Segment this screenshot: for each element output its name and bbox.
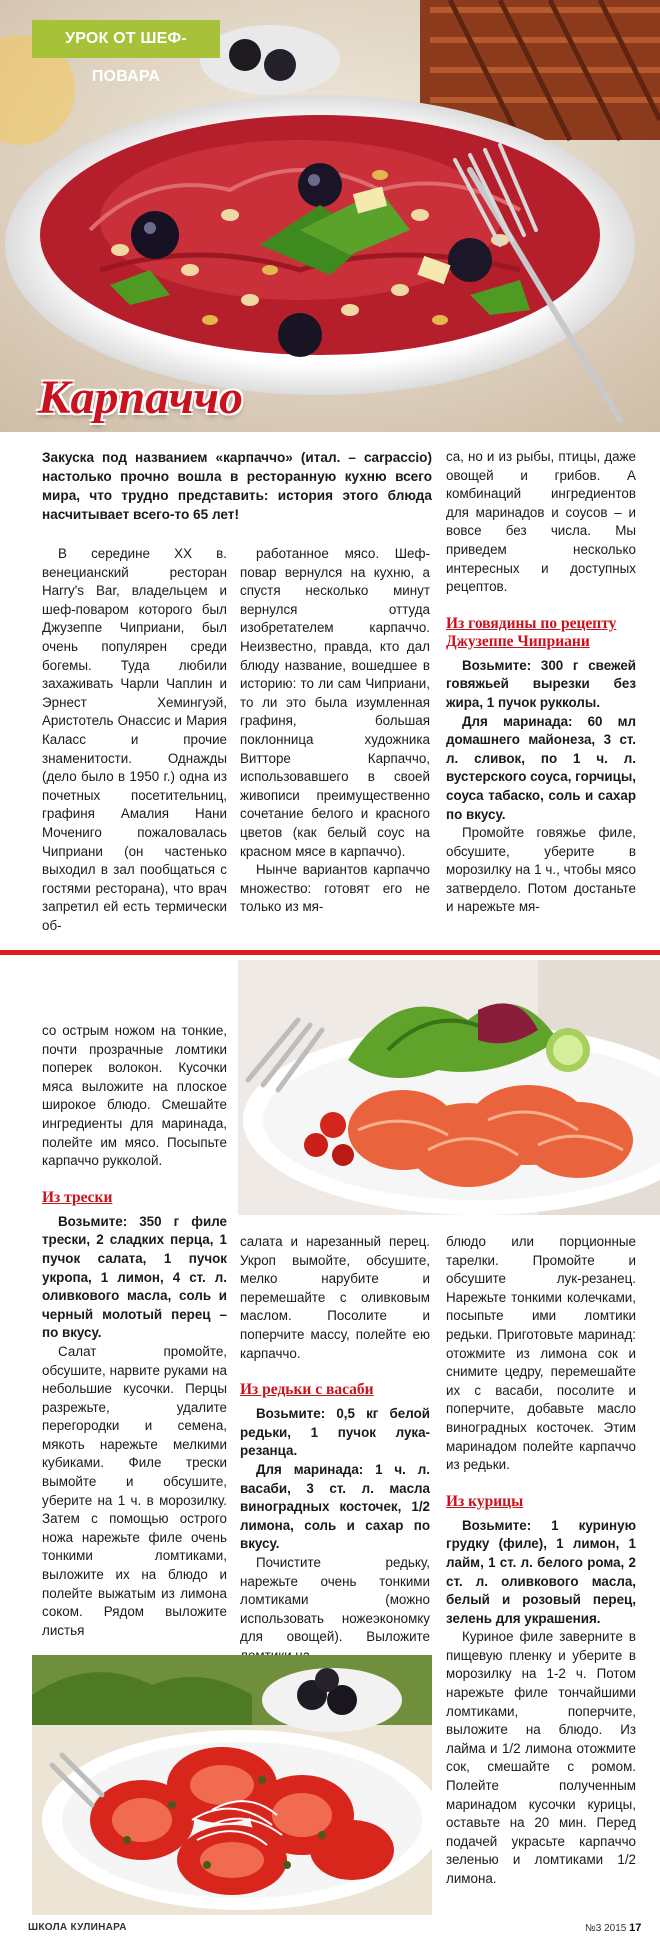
section-divider: [0, 950, 660, 955]
page-number-block: [585, 1922, 641, 1934]
radish-marinade: Для маринада: 1 ч. л. васаби, 3 ст. л. масла виноградных косточек, 1/2 лимона, соль и сахар по вкусу.: [240, 1461, 430, 1552]
recipe-heading-chicken: Из курицы: [446, 1492, 524, 1510]
radish-steps: Почистите редьку, нарежьте очень тонкими ломтиками (можно использовать ножеэкономку для овощей). Выложите: [240, 1554, 430, 1645]
magazine-name: ШКОЛА КУЛИНАРА: [28, 1922, 127, 1933]
section-tag: УРОК ОТ ШЕФ-ПОВАРА: [32, 20, 220, 58]
recipe-heading-beef: Из говядины по рецепту Джузеппе Чиприани: [446, 614, 617, 650]
variants-paragraph: Нынче вариантов карпаччо множество: готовят его не только из мя-: [240, 862, 430, 915]
cod-steps: Салат промойте, обсушите, нарвите руками на небольшие кусочки. Перцы разрежьте, удалите перегородки и семена, мякоть нарежьте мелкими кубиками. Филе трески вымойте и обсушите, уберите на 1 ч. в морозилку. Затем с помощью острого ножа нарежьте филе очень тонкими ломтиками, выложите их на блюдо и полейте выжатым из лимона соком. Рядом выложите листья: [42, 1343, 227, 1638]
recipe-heading-radish: Из редьки с васаби: [240, 1381, 374, 1399]
cod-steps-cont: салата и нарезанный перец. Укроп вымойте, обсушите, мелко нарубите и перемешайте с оливковым маслом. Посолите и поперчите массу, полейте ею карпаччо.: [240, 1234, 430, 1361]
history-paragraph-cont: работанное мясо. Шеф-повар вернулся на кухню, а спустя несколько минут вернулся оттуда изобретателем карпаччо. Неизвестно, правда, кто дал блюду название, вошедшее в историю: то ли сам Чиприани, то ли это была изумленная графиня, большая поклонница художника Витторе Карпаччо, использовавшего в своей живописи преимущественно сочетание белого и красного цветов (как белый соус на красном мясе в карпаччо).: [240, 546, 430, 859]
beef-ingredients: Возьмите: 300 г свежей говяжьей вырезки без жира, 1 пучок рукколы.: [446, 657, 636, 710]
variants-paragraph-cont: са, но и из рыбы, птицы, даже овощей и грибов. А комбинаций ингредиентов для маринадов и соусов – и вовсе без числа. Мы приведем несколько интересных и доступных рецептов.: [446, 449, 636, 595]
top-column-2: [240, 545, 430, 917]
chicken-ingredients: Возьмите: 1 куриную грудку (филе), 1 лимон, 1 лайм, 1 ст. л. белого рома, 2 ст. л. оливкового масла, белый и розовый перец, зелень для украшения.: [446, 1517, 636, 1626]
bottom-column-2: [240, 1233, 430, 1665]
radish-steps-cont: блюдо или порционные тарелки. Промойте и обсушите лук-резанец. Нарежьте тонкими колечками, посыпьте ими ломтики редьки. Приготовьте маринад: отожмите из лимона сок и снимите цедру, перемешайте их с васаби, посолите и поперчите, добавьте масло виноградных косточек. Этим маринадом полейте карпаччо из редьки.: [446, 1234, 636, 1473]
issue-number: №3 2015: [585, 1923, 627, 1934]
recipe-heading-cod: Из трески: [42, 1188, 113, 1206]
top-column-1: [42, 545, 227, 935]
bottom-column-1: [42, 1022, 227, 1640]
page-number: 17: [629, 1922, 642, 1934]
salmon-carpaccio-photo: [238, 960, 660, 1215]
radish-ingredients: Возьмите: 0,5 кг белой редьки, 1 пучок лука-резанца.: [240, 1406, 430, 1459]
page-title: Карпаччо: [38, 371, 244, 424]
chicken-steps: Куриное филе заверните в пищевую пленку и уберите в морозилку на 1-2 ч. Потом нарежьте филе тончайшими ломтиками, поперчите, выложите на блюдо. Из лайма и 1/2 лимона отожмите сок, смешайте с ромом. Полейте полученным маринадом кусочки курицы, оставьте на 20 мин. Перед подачей украсьте карпаччо зеленью и ломтиками 1/2 лимона.: [446, 1629, 636, 1886]
tomato-carpaccio-photo: [32, 1655, 432, 1915]
beef-marinade: Для маринада: 60 мл домашнего майонеза, 3 ст. л. сливок, по 1 ч. л. вустерского соуса, горчицы, соуса табаско, соль и сахар по вкусу.: [446, 713, 636, 822]
bottom-column-3: [446, 1233, 636, 1889]
top-column-3: [446, 448, 636, 917]
history-paragraph: В середине XX в. венецианский ресторан Harry's Bar, владельцем и шеф-поваром которого был Джузеппе Чиприани, был очень популярен среди богемы. Туда любили захаживать Чарли Чаплин и Эрнест Хемингуэй, Аристотель Онассис и Мария Каласс и прочие знаменитости. Однажды (дело было в 1950 г.) одна из почетных посетительниц, графиня Амалия Нани Мочениго пожаловалась Чиприани (он частенько выходил в зал пообщаться с гостями ресторана), что врач запретил ей есть термически об-: [42, 546, 227, 933]
beef-steps: Промойте говяжье филе, обсушите, уберите в морозилку на 1 ч., чтобы мясо затвердело. Потом достаньте и нарежьте мя-: [446, 825, 636, 915]
cod-ingredients: Возьмите: 350 г филе трески, 2 сладких перца, 1 пучок салата, 1 пучок укропа, 1 лимон, 4 ст. л. оливкового масла, соль и черный молотый перец – по вкусу.: [42, 1213, 227, 1341]
beef-steps-cont: со острым ножом на тонкие, почти прозрачные ломтики поперек волокон. Кусочки мяса выложите на плоское широкое блюдо. Смешайте ингредиенты для маринада, полейте им мясо. Посыпьте карпаччо рукколой.: [42, 1023, 227, 1169]
lead-paragraph: Закуска под названием «карпаччо» (итал. – carpaccio) настолько прочно вошла в ресторанную кухню всего мира, что трудно представить: история этого блюда насчитывает всего-то 65 лет!: [42, 450, 432, 522]
